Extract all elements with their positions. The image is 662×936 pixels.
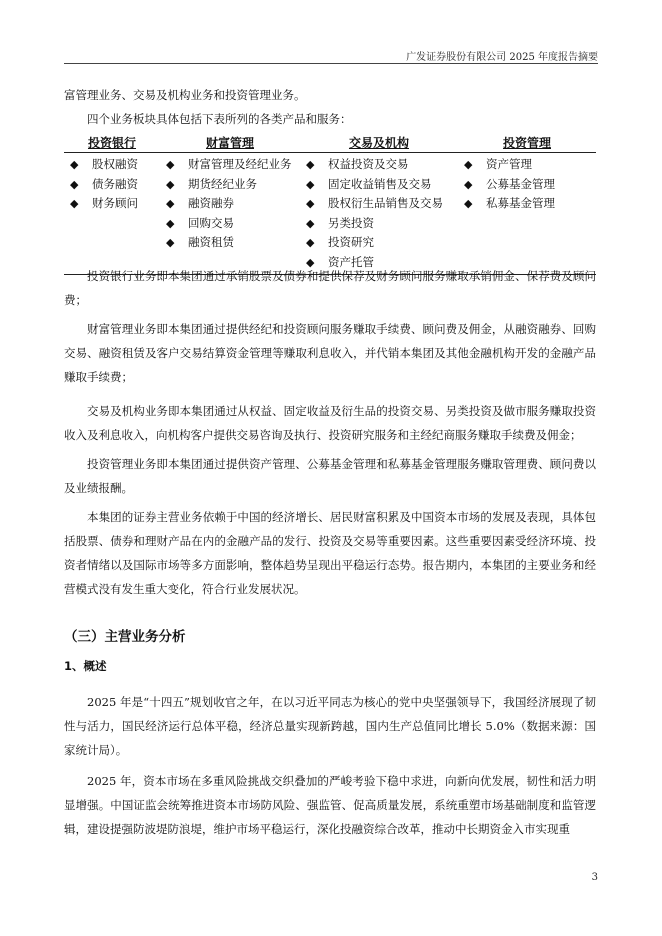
diamond-bullet-icon: ◆ (166, 216, 175, 230)
header-divider (64, 63, 598, 64)
diamond-bullet-icon: ◆ (70, 158, 79, 171)
paragraph-investment-banking: 投资银行业务即本集团通过承销股票及债券和提供保荐及财务顾问服务赚取承销佣金、保荐费及顾问费； (64, 269, 596, 307)
list-item-label: 资产托管 (328, 254, 374, 269)
list-item-label: 私募基金管理 (486, 196, 555, 210)
column-wealth-management (160, 153, 300, 275)
table-body-row (64, 153, 596, 275)
list-item (300, 194, 458, 214)
list-item (64, 175, 160, 195)
diamond-bullet-icon: ◆ (306, 255, 315, 269)
column-investment-banking (64, 153, 160, 275)
list-item (458, 194, 596, 214)
diamond-bullet-icon: ◆ (166, 197, 175, 210)
list-item (160, 214, 300, 234)
list-item (64, 155, 160, 175)
paragraph-wealth-management: 财富管理业务即本集团通过提供经纪和投资顾问服务赚取手续费、顾问费及佣金，从融资融券、回购交易、融资租赁及客户交易结算资金管理等赚取利息收入，并代销本集团及其他金融机构开发的金融产品赚取手续费； (64, 322, 596, 384)
diamond-bullet-icon: ◆ (306, 177, 315, 191)
list-item (160, 194, 300, 214)
diamond-bullet-icon: ◆ (166, 158, 175, 171)
diamond-bullet-icon: ◆ (464, 177, 473, 191)
paragraph-capital-market: 2025 年，资本市场在多重风险挑战交织叠加的严峻考验下稳中求进，向新向优发展，韧性和活力明显增强。中国证监会统筹推进资本市场防风险、强监管、促高质量发展，系统重塑市场基础制度和监管逻辑，建设提强防波堤防浪堤，维护市场平稳运行，深化投融资综合改革，推动中长期资金入市实现重 (64, 774, 596, 836)
paragraph-intro-continued: 富管理业务、交易及机构业务和投资管理业务。 (64, 88, 306, 102)
list-item-label: 投资研究 (328, 235, 374, 249)
diamond-bullet-icon: ◆ (306, 158, 315, 171)
diamond-bullet-icon: ◆ (464, 158, 473, 171)
list-item (300, 155, 458, 175)
paragraph-economy-overview: 2025 年是“十四五”规划收官之年，在以习近平同志为核心的党中央坚强领导下，我国经济展现了韧性与活力，国民经济运行总体平稳，经济总量实现新跨越，国内生产总值同比增长 5.0%（数据来源：国家统计局）。 (64, 695, 596, 757)
column-header-investment-management: 投资管理 (458, 134, 596, 153)
list-item (300, 214, 458, 234)
paragraph-investment-management: 投资管理业务即本集团通过提供资产管理、公募基金管理和私募基金管理服务赚取管理费、顾问费以及业绩报酬。 (64, 457, 596, 495)
list-item-label: 回购交易 (188, 215, 234, 230)
business-segments-table (64, 134, 596, 275)
table-header-row (64, 134, 596, 153)
diamond-bullet-icon: ◆ (166, 177, 175, 191)
diamond-bullet-icon: ◆ (70, 197, 79, 210)
subsection-title: 1、概述 (64, 659, 107, 673)
list-item (458, 175, 596, 195)
list-item (160, 175, 300, 195)
column-investment-management (458, 153, 596, 275)
section-title: （三）主营业务分析 (64, 629, 186, 645)
list-item (64, 194, 160, 214)
list-item-label: 股权衍生品销售及交易 (328, 196, 443, 210)
list-item-label: 融资融券 (188, 196, 234, 210)
page-header: 广发证券股份有限公司 2025 年度报告摘要 (406, 52, 598, 63)
list-item-label: 股权融资 (92, 157, 138, 171)
list-item (300, 233, 458, 253)
column-header-trading-institution: 交易及机构 (300, 134, 458, 153)
list-item-label: 融资租赁 (188, 235, 234, 249)
page-number: 3 (591, 872, 598, 883)
list-item (300, 175, 458, 195)
list-item-label: 期货经纪业务 (188, 176, 257, 191)
list-item-label: 另类投资 (328, 215, 374, 230)
paragraph-table-intro: 四个业务板块具体包括下表所列的各类产品和服务： (87, 112, 352, 126)
list-item-label: 公募基金管理 (486, 176, 555, 191)
column-trading-institution (300, 153, 458, 275)
diamond-bullet-icon: ◆ (464, 197, 473, 210)
list-item-label: 财富管理及经纪业务 (188, 157, 292, 171)
diamond-bullet-icon: ◆ (306, 236, 315, 249)
paragraph-business-environment: 本集团的证券主营业务依赖于中国的经济增长、居民财富积累及中国资本市场的发展及表现，具体包括股票、债券和理财产品在内的金融产品的发行、投资及交易等重要因素。这些重要因素受经济环境、投资者情绪以及国际市场等多方面影响，整体趋势呈现出平稳运行态势。报告期内，本集团的主要业务和经营模式没有发生重大变化，符合行业发展状况。 (64, 510, 596, 596)
list-item-label: 固定收益销售及交易 (328, 176, 432, 191)
list-item (458, 155, 596, 175)
diamond-bullet-icon: ◆ (70, 177, 79, 191)
diamond-bullet-icon: ◆ (166, 236, 175, 249)
list-item-label: 财务顾问 (92, 196, 138, 210)
list-item-label: 债务融资 (92, 176, 138, 191)
diamond-bullet-icon: ◆ (306, 197, 315, 210)
list-item-label: 权益投资及交易 (328, 157, 409, 171)
list-item-label: 资产管理 (486, 157, 532, 171)
column-header-wealth-management: 财富管理 (160, 134, 300, 153)
list-item (160, 155, 300, 175)
list-item (160, 233, 300, 253)
paragraph-trading-institution: 交易及机构业务即本集团通过从权益、固定收益及衍生品的投资交易、另类投资及做市服务赚取投资收入及利息收入，向机构客户提供交易咨询及执行、投资研究服务和主经纪商服务赚取手续费及佣金； (64, 404, 596, 442)
diamond-bullet-icon: ◆ (306, 216, 315, 230)
column-header-investment-banking: 投资银行 (64, 134, 160, 153)
